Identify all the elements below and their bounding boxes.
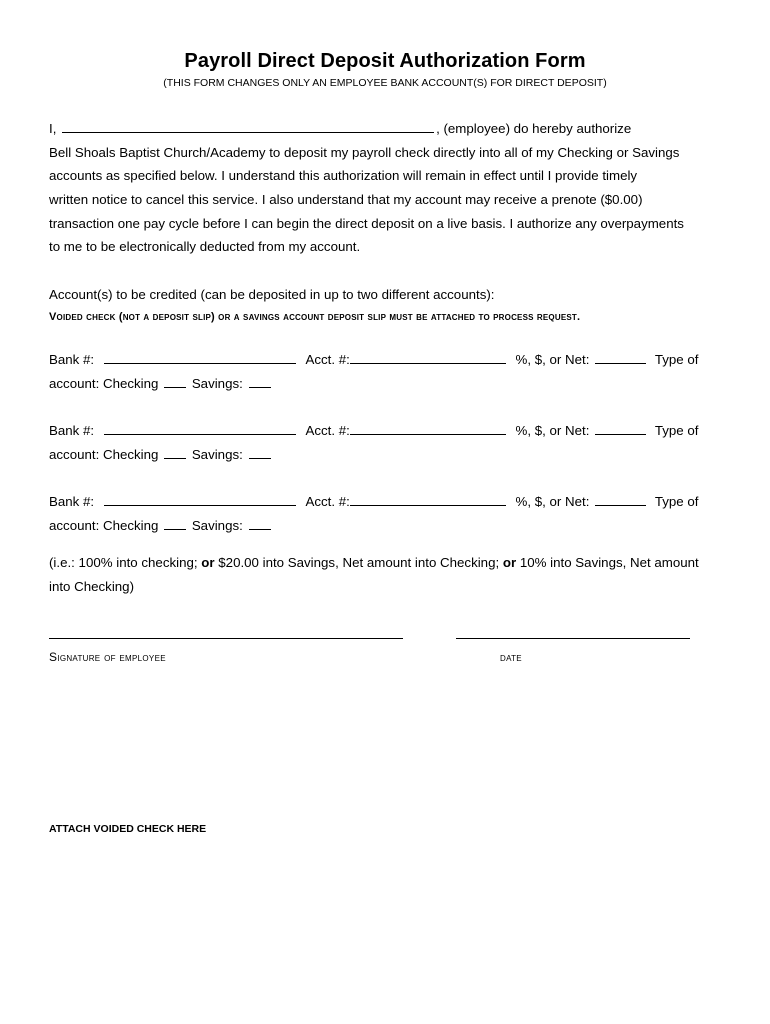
- deposit-amount-field[interactable]: [595, 420, 646, 435]
- acct-label: Acct. #:: [305, 423, 350, 438]
- authorization-text-line: accounts as specified below. I understand this authorization will remain in effect until I provide timely: [49, 168, 638, 183]
- accounts-intro: Account(s) to be credited (can be deposited in up to two different accounts):: [49, 287, 495, 302]
- attach-voided-check-label: ATTACH VOIDED CHECK HERE: [49, 823, 207, 835]
- account-number-field[interactable]: [350, 491, 506, 506]
- form-subtitle: (THIS FORM CHANGES ONLY AN EMPLOYEE BANK ACCOUNT(S) FOR DIRECT DEPOSIT): [163, 77, 607, 89]
- bank-label: Bank #:: [49, 494, 95, 509]
- bank-number-field[interactable]: [104, 420, 296, 435]
- deposit-amount-field[interactable]: [595, 349, 646, 364]
- net-label: %, $, or Net:: [515, 423, 590, 438]
- checking-label: account: Checking: [49, 376, 159, 391]
- form-title: Payroll Direct Deposit Authorization Form: [184, 50, 586, 72]
- checking-field[interactable]: [164, 444, 186, 459]
- savings-field[interactable]: [249, 444, 271, 459]
- example-text: into Checking): [49, 579, 134, 594]
- authorization-text-line: written notice to cancel this service. I also understand that my account may receive a prenote ($0.00): [49, 192, 643, 207]
- acct-label: Acct. #:: [305, 494, 350, 509]
- authorization-prefix: I,: [49, 121, 57, 136]
- deposit-amount-field[interactable]: [595, 491, 646, 506]
- authorization-line-1: [49, 117, 631, 141]
- example-text: (i.e.: 100% into checking;: [49, 555, 202, 570]
- savings-label: Savings:: [191, 518, 243, 533]
- bank-label: Bank #:: [49, 352, 95, 367]
- savings-label: Savings:: [191, 447, 243, 462]
- authorization-text-line: to me to be electronically deducted from my account.: [49, 239, 361, 254]
- acct-label: Acct. #:: [305, 352, 350, 367]
- checking-label: account: Checking: [49, 447, 159, 462]
- net-label: %, $, or Net:: [515, 352, 590, 367]
- bank-number-field[interactable]: [104, 491, 296, 506]
- bank-label: Bank #:: [49, 423, 95, 438]
- example-or: or: [201, 555, 215, 570]
- type-label: Type of: [654, 352, 699, 367]
- authorization-suffix: , (employee) do hereby authorize: [436, 121, 632, 136]
- net-label: %, $, or Net:: [515, 494, 590, 509]
- example-text: 10% into Savings, Net amount: [516, 555, 699, 570]
- account-number-field[interactable]: [350, 420, 506, 435]
- authorization-text-line: transaction one pay cycle before I can begin the direct deposit on a live basis. I authorize any overpayments: [49, 216, 684, 231]
- example-text: $20.00 into Savings, Net amount into Checking;: [214, 555, 503, 570]
- checking-label: account: Checking: [49, 518, 159, 533]
- savings-field[interactable]: [249, 515, 271, 530]
- account-number-field[interactable]: [350, 349, 506, 364]
- example-or: or: [502, 555, 517, 570]
- savings-label: Savings:: [191, 376, 243, 391]
- authorization-text-line: Bell Shoals Baptist Church/Academy to deposit my payroll check directly into all of my Checking or Savings: [49, 145, 680, 160]
- savings-field[interactable]: [249, 373, 271, 388]
- checking-field[interactable]: [164, 515, 186, 530]
- bank-number-field[interactable]: [104, 349, 296, 364]
- date-field[interactable]: [456, 638, 690, 639]
- signature-label: Signature of employee: [49, 650, 166, 664]
- checking-field[interactable]: [164, 373, 186, 388]
- type-label: Type of: [654, 494, 699, 509]
- employee-name-field[interactable]: [62, 118, 434, 133]
- voided-check-requirement: Voided check (not a deposit slip) or a savings account deposit slip must be attached to process request.: [49, 311, 581, 323]
- date-label: date: [500, 650, 522, 664]
- employee-signature-field[interactable]: [49, 638, 403, 639]
- type-label: Type of: [654, 423, 699, 438]
